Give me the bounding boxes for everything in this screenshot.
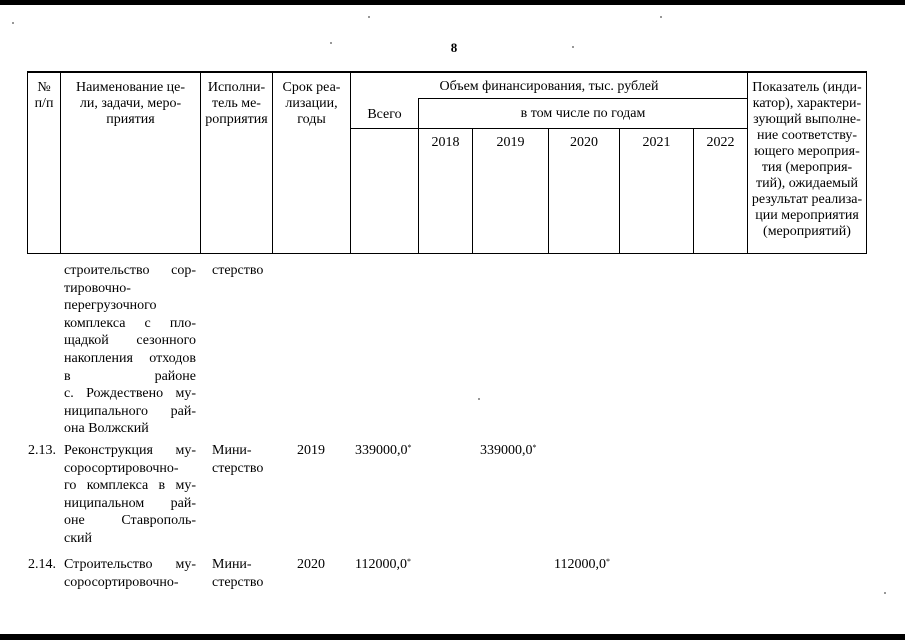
row-2-14-number: 2.14. [28, 557, 56, 572]
bottom-border [0, 634, 905, 640]
footnote-asterisk: * [406, 557, 411, 566]
row-2-14-executor: Мини- стерство [212, 557, 264, 590]
page-number: 8 [450, 40, 458, 55]
top-border [0, 0, 905, 5]
header-by-years: в том числе по годам [520, 106, 646, 121]
header-year-2020: 2020 [570, 135, 598, 150]
row-continuation-executor: стерство [212, 263, 264, 278]
footnote-asterisk: * [605, 557, 610, 566]
header-financing: Объем финансирования, тыс. рублей [439, 79, 659, 94]
row-2-13-total-value: 339000,0 [355, 443, 408, 458]
scan-speck [12, 22, 14, 24]
scan-speck [330, 42, 332, 44]
row-continuation-name: строительство сор- тировочно- перегрузочного комплекса с пло- щадкой сезонного накопления отходов в районе с. Рождествено му- ниципального рай- она Волжский [64, 263, 196, 437]
header-no: № п/п [34, 80, 54, 111]
footnote-asterisk: * [407, 443, 412, 452]
header-year-2018: 2018 [431, 135, 460, 150]
row-2-13-term: 2019 [297, 443, 325, 458]
row-2-14-term: 2020 [297, 557, 325, 572]
scan-speck [478, 398, 480, 400]
row-2-13-executor: Мини- стерство [212, 443, 264, 476]
row-2-14-y2020 [554, 556, 610, 574]
row-2-13-y2019 [480, 442, 537, 460]
row-2-13-total [355, 442, 412, 460]
header-term: Срок реа- лизации, годы [282, 80, 341, 127]
row-2-14-name: Строительство му- соросортировочно- [64, 557, 196, 590]
scan-speck [660, 16, 662, 18]
row-2-13-y2019-value: 339000,0 [480, 443, 533, 458]
row-2-14-y2020-value: 112000,0 [554, 557, 606, 572]
header-total: Всего [367, 107, 402, 122]
row-2-13-name: Реконструкция му- соросортировочно- го комплекса в му- ниципальном рай- оне Ставрополь- ский [64, 443, 196, 546]
header-name: Наименование це- ли, задачи, меро- приятия [75, 80, 186, 127]
row-2-13-number: 2.13. [28, 443, 56, 458]
header-indicator: Показатель (инди- катор), характери- зующий выполне- ние соответству- ющего мероприя- тия (мероприя- тий), ожидаемый результат реализа- ции мероприятия (мероприятий) [751, 80, 863, 239]
row-2-14-total-value: 112000,0 [355, 557, 407, 572]
scan-speck [572, 46, 574, 48]
header-year-2022: 2022 [706, 135, 735, 150]
scan-speck [884, 592, 886, 594]
row-2-14-total [355, 556, 411, 574]
scan-speck [368, 16, 370, 18]
footnote-asterisk: * [532, 443, 537, 452]
header-year-2021: 2021 [642, 135, 671, 150]
header-year-2019: 2019 [496, 135, 525, 150]
header-executor: Исполни- тель ме- роприятия [205, 80, 268, 127]
